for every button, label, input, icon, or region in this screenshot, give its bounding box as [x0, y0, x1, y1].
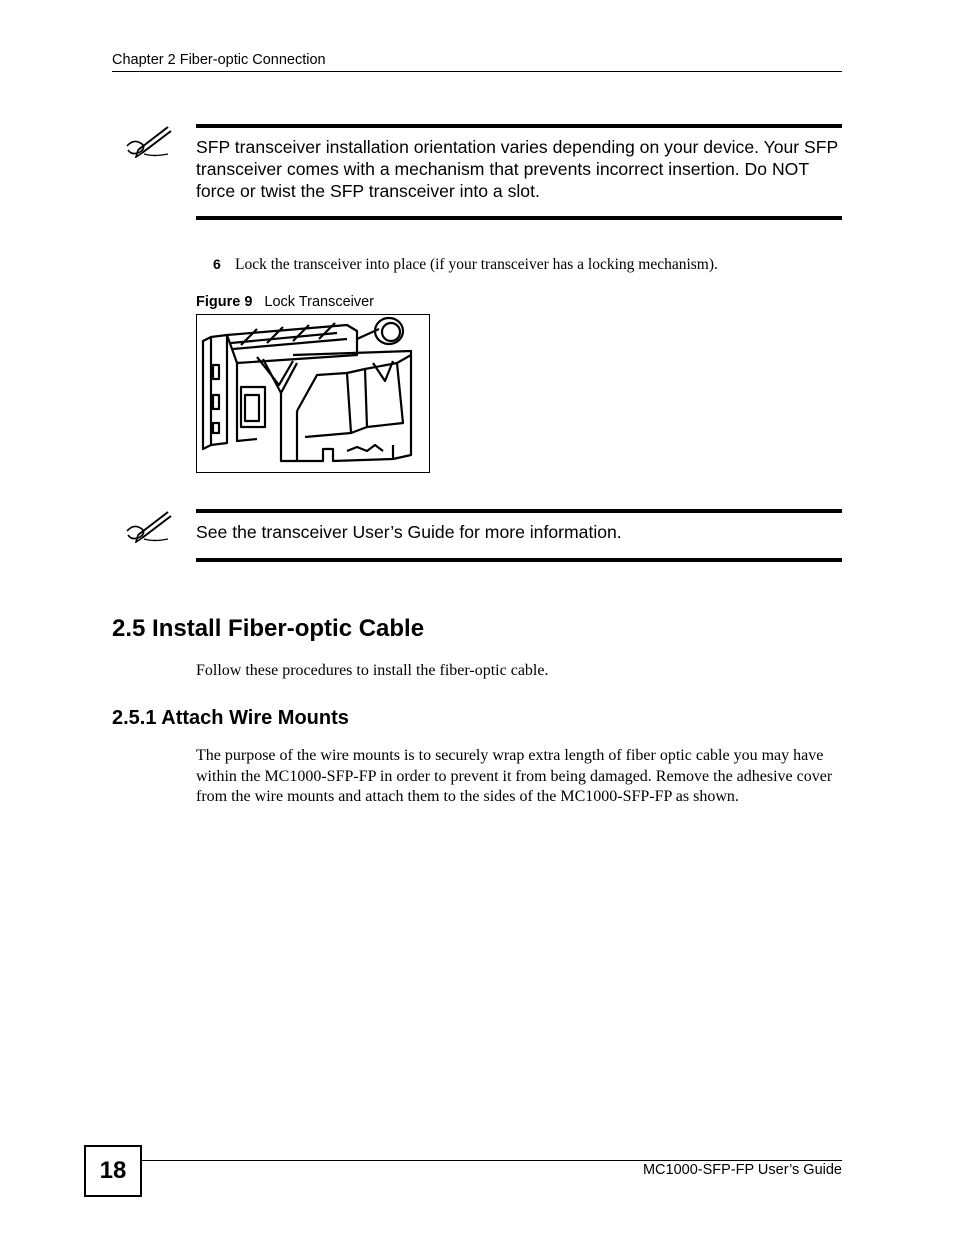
note-pencil-icon	[124, 124, 174, 158]
footer-rule	[140, 1160, 842, 1161]
footer-guide-title: MC1000-SFP-FP User’s Guide	[642, 1162, 842, 1178]
figure-lock-transceiver	[196, 314, 430, 473]
note2-top-rule	[196, 509, 842, 513]
note2-text: See the transceiver User’s Guide for more information.	[196, 522, 622, 542]
transceiver-illustration	[197, 315, 429, 472]
note-pencil-icon	[124, 509, 174, 543]
running-header: Chapter 2 Fiber-optic Connection	[112, 52, 326, 68]
note2-bottom-rule	[196, 558, 842, 562]
step-text: Lock the transceiver into place (if your transceiver has a locking mechanism).	[235, 256, 718, 273]
wire-mounts-paragraph: The purpose of the wire mounts is to securely wrap extra length of fiber optic cable you may have within the MC1000-SFP-FP in order to prevent it from being damaged. Remove the adhesive cover from the wire mounts and attach them to the sides of the MC1000-SFP-FP as shown.	[196, 747, 833, 805]
section-intro-paragraph: Follow these procedures to install the fiber-optic cable.	[196, 662, 549, 679]
page-number: 18	[84, 1145, 142, 1197]
note1-text: SFP transceiver installation orientation varies depending on your device. Your SFP transceiver comes with a mechanism that prevents incorrect insertion. Do NOT force or twist the SFP transceiver into a slot.	[196, 137, 838, 201]
step-6	[213, 256, 718, 274]
section-heading-2-5-1: 2.5.1 Attach Wire Mounts	[112, 707, 349, 729]
header-rule	[112, 71, 842, 72]
note1-bottom-rule	[196, 216, 842, 220]
section-heading-2-5: 2.5 Install Fiber-optic Cable	[112, 615, 425, 642]
figure-label: Figure 9	[196, 294, 253, 310]
figure-caption	[196, 294, 374, 310]
figure-title: Lock Transceiver	[264, 294, 375, 310]
note1-top-rule	[196, 124, 842, 128]
step-number: 6	[213, 256, 221, 272]
